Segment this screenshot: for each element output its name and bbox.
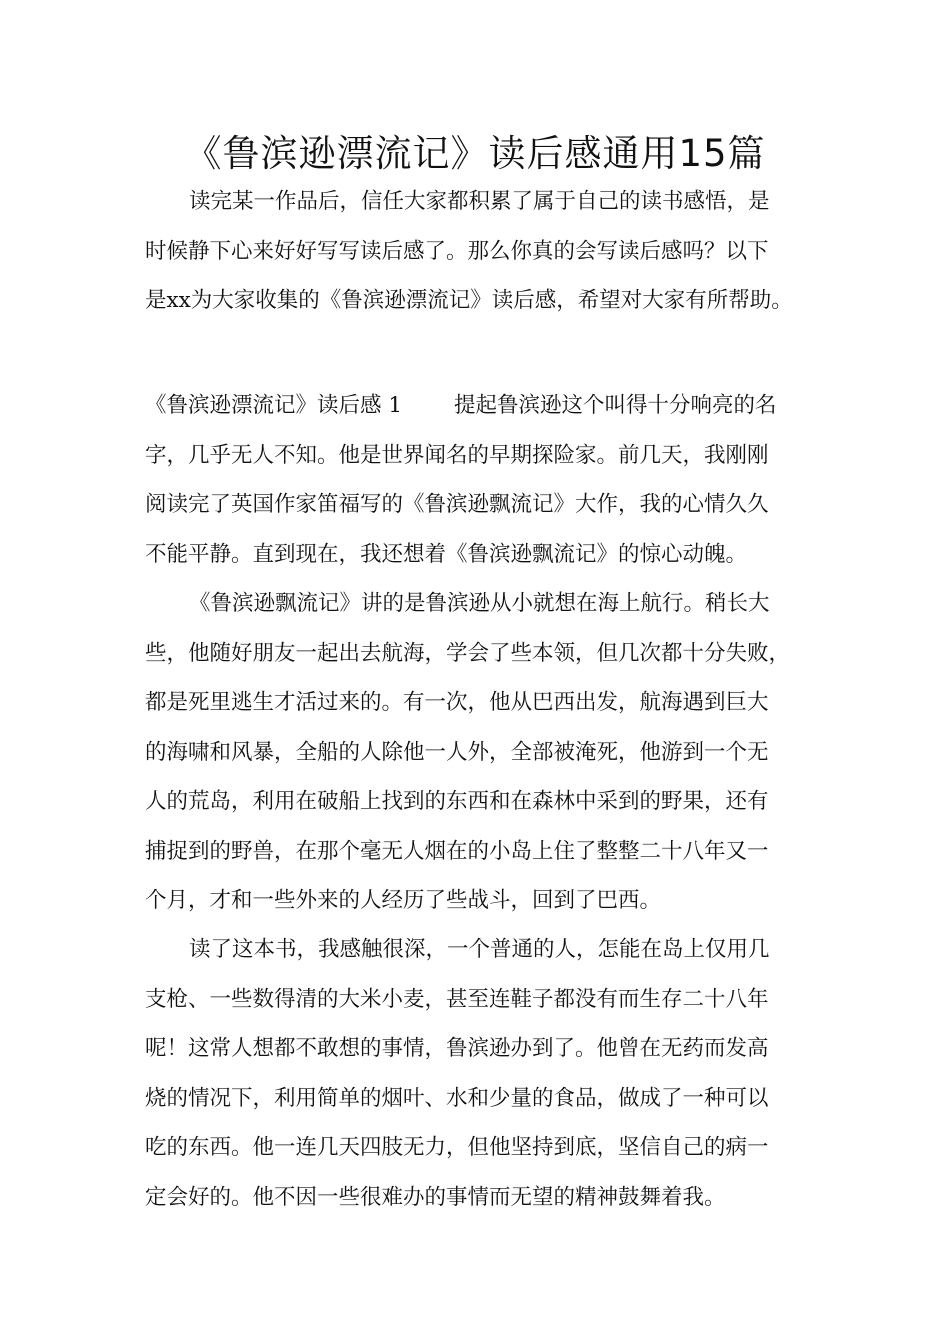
intro-line: 是xx为大家收集的《鲁滨逊漂流记》读后感，希望对大家有所帮助。 — [145, 288, 793, 313]
paragraph-line: 些，他随好朋友一起出去航海，学会了些本领，但几次都十分失败， — [145, 640, 791, 666]
document-title: 《鲁滨逊漂流记》读后感通用15篇 — [184, 132, 766, 175]
paragraph-line: 呢！这常人想都不敢想的事情，鲁滨逊办到了。他曾在无药而发高 — [145, 1036, 769, 1061]
paragraph-line: 个月，才和一些外来的人经历了些战斗，回到了巴西。 — [145, 888, 662, 913]
section1-line: 字，几乎无人不知。他是世界闻名的早期探险家。前几天，我刚刚 — [145, 442, 769, 468]
paragraph-line: 人的荒岛，利用在破船上找到的东西和在森林中采到的野果，还有 — [145, 789, 769, 814]
body-paragraph-3 — [145, 925, 807, 1222]
section1-line: 阅读完了英国作家笛福写的《鲁滨逊飘流记》大作，我的心情久久 — [145, 492, 769, 517]
paragraph-line: 读了这本书，我感触很深，一个普通的人，怎能在岛上仅用几 — [189, 937, 770, 962]
paragraph-line: 支枪、一些数得清的大米小麦，甚至连鞋子都没有而生存二十八年 — [145, 986, 769, 1012]
section1-paragraph — [145, 381, 807, 579]
intro-line: 读完某一作品后，信任大家都积累了属于自己的读书感悟，是 — [189, 189, 770, 214]
section1-heading: 《鲁滨逊漂流记》读后感 1 — [145, 393, 403, 418]
paragraph-line: 《鲁滨逊飘流记》讲的是鲁滨逊从小就想在海上航行。稍长大 — [189, 591, 770, 616]
intro-line: 时候静下心来好好写写读后感了。那么你真的会写读后感吗？以下 — [145, 238, 769, 264]
paragraph-line: 捕捉到的野兽，在那个毫无人烟在的小岛上住了整整二十八年又一 — [145, 838, 769, 864]
paragraph-line: 吃的东西。他一连几天四肢无力，但他坚持到底，坚信自己的病一 — [145, 1135, 769, 1160]
section1-line: 不能平静。直到现在，我还想着《鲁滨逊飘流记》的惊心动魄。 — [145, 541, 748, 567]
paragraph-line: 的海啸和风暴，全船的人除他一人外，全部被淹死，他游到一个无 — [145, 739, 769, 765]
section1-first-line — [145, 381, 807, 431]
paragraph-line: 烧的情况下，利用简单的烟叶、水和少量的食品，做成了一种可以 — [145, 1085, 769, 1111]
paragraph-line: 都是死里逃生才活过来的。有一次，他从巴西出发，航海遇到巨大 — [145, 690, 769, 715]
paragraph-line: 定会好的。他不因一些很难办的事情而无望的精神鼓舞着我。 — [145, 1184, 726, 1210]
section1-line: 提起鲁滨逊这个叫得十分响亮的名 — [454, 393, 777, 418]
body-paragraph-2 — [145, 579, 807, 926]
intro-paragraph — [145, 177, 807, 326]
